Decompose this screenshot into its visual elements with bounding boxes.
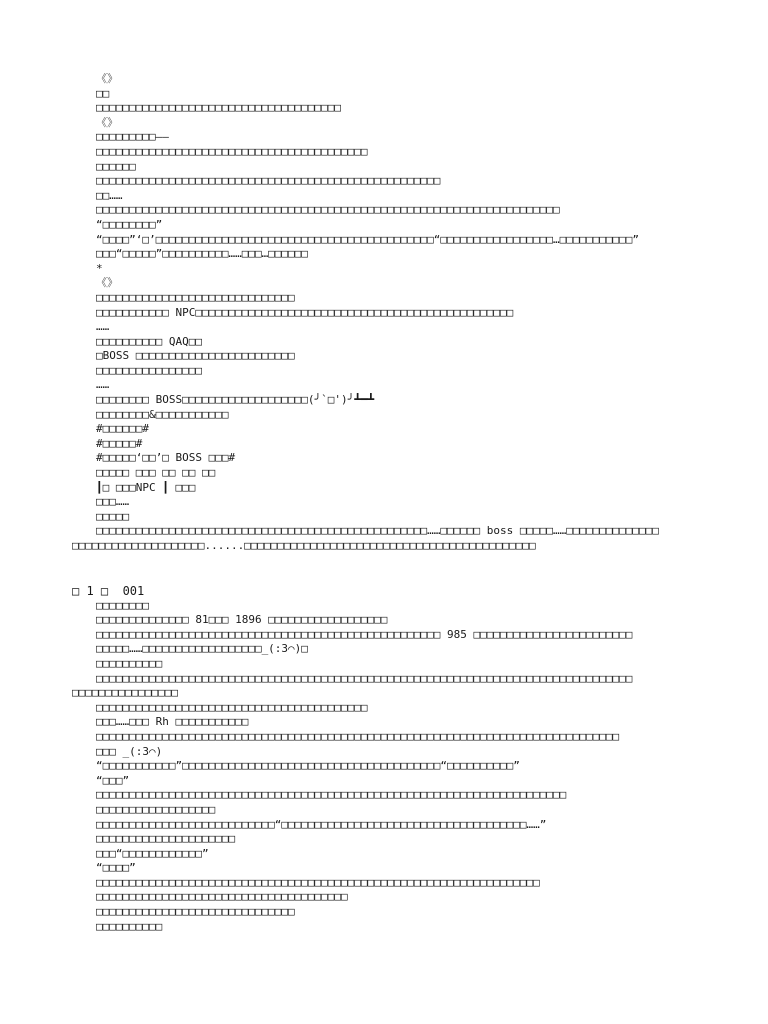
section-intro bbox=[72, 72, 700, 524]
text-line: □□□□□□□□□□□□□□□□□□□□□□□□□□□□□□□□□□□□□□□□□ bbox=[96, 700, 368, 714]
text-line: □□□ _(:3⌒) bbox=[96, 744, 163, 758]
text-line: #□□□□□‘□□’□ BOSS □□□# bbox=[96, 451, 236, 465]
paragraph-wrap-end: □□□□□□□□□□□□□□□□□□□□......□□□□□□□□□□□□□□□□□□□□□□□□□□□□□□□□□□□□□□□□□□□□ bbox=[72, 539, 536, 552]
text-line: “□□□□”‘□’□□□□□□□□□□□□□□□□□□□□□□□□□□□□□□□□□□□□□□□□□□“□□□□□□□□□□□□□□□□□…□□□□□□□□□□□” bbox=[96, 232, 640, 246]
text-line: …… bbox=[96, 378, 110, 392]
text-line: □□□□□□□□□□□□□□□□□□□□□ bbox=[96, 832, 236, 846]
text-line: □□□□□□□□□□□□□□□□□□□□□□□□□□□□□□□□□□□□□□□□□□□□□□□□□□□□ 985 □□□□□□□□□□□□□□□□□□□□□□□□ bbox=[96, 627, 633, 641]
text-line: □□□□□□□□□□□□□□□□ bbox=[96, 363, 202, 377]
text-line: □□…… bbox=[96, 188, 123, 202]
text-line: □□□□□□□□□□□□□□□□□□□□□□□□□□□“□□□□□□□□□□□□□□□□□□□□□□□□□□□□□□□□□□□□□……” bbox=[96, 817, 547, 831]
text-line: □□ bbox=[96, 86, 110, 100]
text-line: “□□□” bbox=[96, 773, 130, 787]
text-line: □□□□□□ bbox=[96, 159, 136, 173]
text-line: □□□□□□□□□□□□□□□□□□□□□□□□□□□□□□□□□□□□□□ bbox=[96, 890, 348, 904]
text-line: □□□□□□□□□□ bbox=[96, 656, 163, 670]
text-line: “□□□□” bbox=[96, 861, 136, 875]
text-line: □□□□□□□□□□ bbox=[96, 919, 163, 933]
text-line: * bbox=[96, 261, 103, 275]
text-line: □□□□□□□□□□□ NPC□□□□□□□□□□□□□□□□□□□□□□□□□□□□□□□□□□□□□□□□□□□□□□□□ bbox=[96, 305, 514, 319]
text-line: □□□□□□□□□□□□□□□□□□□□□□□□□□□□□□□□□□□□□□□□□□□□□□□□□□□□□□□□□□□□□□□□□□□ bbox=[96, 875, 540, 889]
text-line: ┃□ □□□NPC ┃ □□□ bbox=[96, 480, 196, 494]
text-line: □□□□□ □□□ □□ □□ □□ bbox=[96, 466, 216, 480]
text-line: □□□“□□□□□□□□□□□□” bbox=[96, 846, 209, 860]
text-line: □□□□□□□□□□□□□□□□□□□□□□□□□□□□□□□□□□□□□□□□□□□□□□□□□□□□□□□□□□□□□□□□□□□□□□□□□□□□□□□ bbox=[96, 729, 620, 743]
text-line: 《》 bbox=[96, 115, 118, 129]
text-line: □□□□□ bbox=[96, 509, 130, 523]
text-line: □□□□□□□□□□□□□□□□□□□□□□□□□□□□□□□□□□□□□□□□□□□□□□□□□□□□□□□□□□□□□□□□□□□□□□ bbox=[96, 203, 560, 217]
section-chapter-start bbox=[72, 599, 700, 672]
text-line: □BOSS □□□□□□□□□□□□□□□□□□□□□□□□ bbox=[96, 349, 295, 363]
text-line: □□□□□□□□&□□□□□□□□□□□ bbox=[96, 407, 229, 421]
text-line: …… bbox=[96, 320, 110, 334]
text-line: □□□□□□□□□□□□□□□□□□□□□□□□□□□□□□□□□□□□□ bbox=[96, 101, 342, 115]
chapter-heading: □ 1 □ 001 bbox=[72, 583, 145, 598]
text-line: #□□□□□□# bbox=[96, 422, 149, 436]
section-chapter-body bbox=[72, 701, 700, 935]
text-line: □□□……□□□ Rh □□□□□□□□□□□ bbox=[96, 715, 249, 729]
text-line: □□□“□□□□□”□□□□□□□□□□……□□□…□□□□□□ bbox=[96, 247, 308, 261]
section-gap bbox=[72, 554, 700, 583]
paragraph-wrap-start: □□□□□□□□□□□□□□□□□□□□□□□□□□□□□□□□□□□□□□□□□□□□□□□□□□……□□□□□□ boss □□□□□……□□□□□□□□□□□□□□ bbox=[96, 524, 659, 538]
text-line: □□□□□□□□□□ QAQ□□ bbox=[96, 334, 202, 348]
text-line: □□□□□□□□□□□□□□ 81□□□ 1896 □□□□□□□□□□□□□□□□□□ bbox=[96, 613, 388, 627]
text-line: □□□…… bbox=[96, 495, 130, 509]
text-line: □□□□□□□□□□□□□□□□□□□□□□□□□□□□□□ bbox=[96, 290, 295, 304]
paragraph-wrap-start: □□□□□□□□□□□□□□□□□□□□□□□□□□□□□□□□□□□□□□□□□□□□□□□□□□□□□□□□□□□□□□□□□□□□□□□□□□□□□□□□□ bbox=[96, 671, 633, 685]
text-line: □□□□□□□□ BOSS□□□□□□□□□□□□□□□□□□□(╯`□')╯┻━┻ bbox=[96, 393, 375, 407]
text-line: □□□□□□□□□□□□□□□□□□□□□□□□□□□□□□ bbox=[96, 905, 295, 919]
text-line: #□□□□□# bbox=[96, 436, 143, 450]
paragraph-wrap-end: □□□□□□□□□□□□□□□□ bbox=[72, 686, 178, 700]
text-line: “□□□□□□□□□□□”□□□□□□□□□□□□□□□□□□□□□□□□□□□□□□□□□□□□□□□“□□□□□□□□□□” bbox=[96, 759, 520, 773]
text-line: 《》 bbox=[96, 276, 118, 290]
text-line: □□□□□□□□□□□□□□□□□□□□□□□□□□□□□□□□□□□□□□□□□□□□□□□□□□□□□□□□□□□□□□□□□□□□□□□ bbox=[96, 788, 567, 802]
text-line: □□□□□……□□□□□□□□□□□□□□□□□□_(:3⌒)□ bbox=[96, 642, 308, 656]
text-line: □□□□□□□□□□□□□□□□□□□□□□□□□□□□□□□□□□□□□□□□□□□□□□□□□□□□ bbox=[96, 174, 441, 188]
text-line: 《》 bbox=[96, 72, 118, 85]
text-line: “□□□□□□□□” bbox=[96, 217, 163, 231]
text-line: □□□□□□□□□□□□□□□□□□ bbox=[96, 802, 216, 816]
text-line: □□□□□□□□□—— bbox=[96, 130, 169, 144]
document-page bbox=[72, 72, 700, 934]
text-line: □□□□□□□□□□□□□□□□□□□□□□□□□□□□□□□□□□□□□□□□□ bbox=[96, 144, 368, 158]
text-line: □□□□□□□□ bbox=[96, 598, 149, 612]
